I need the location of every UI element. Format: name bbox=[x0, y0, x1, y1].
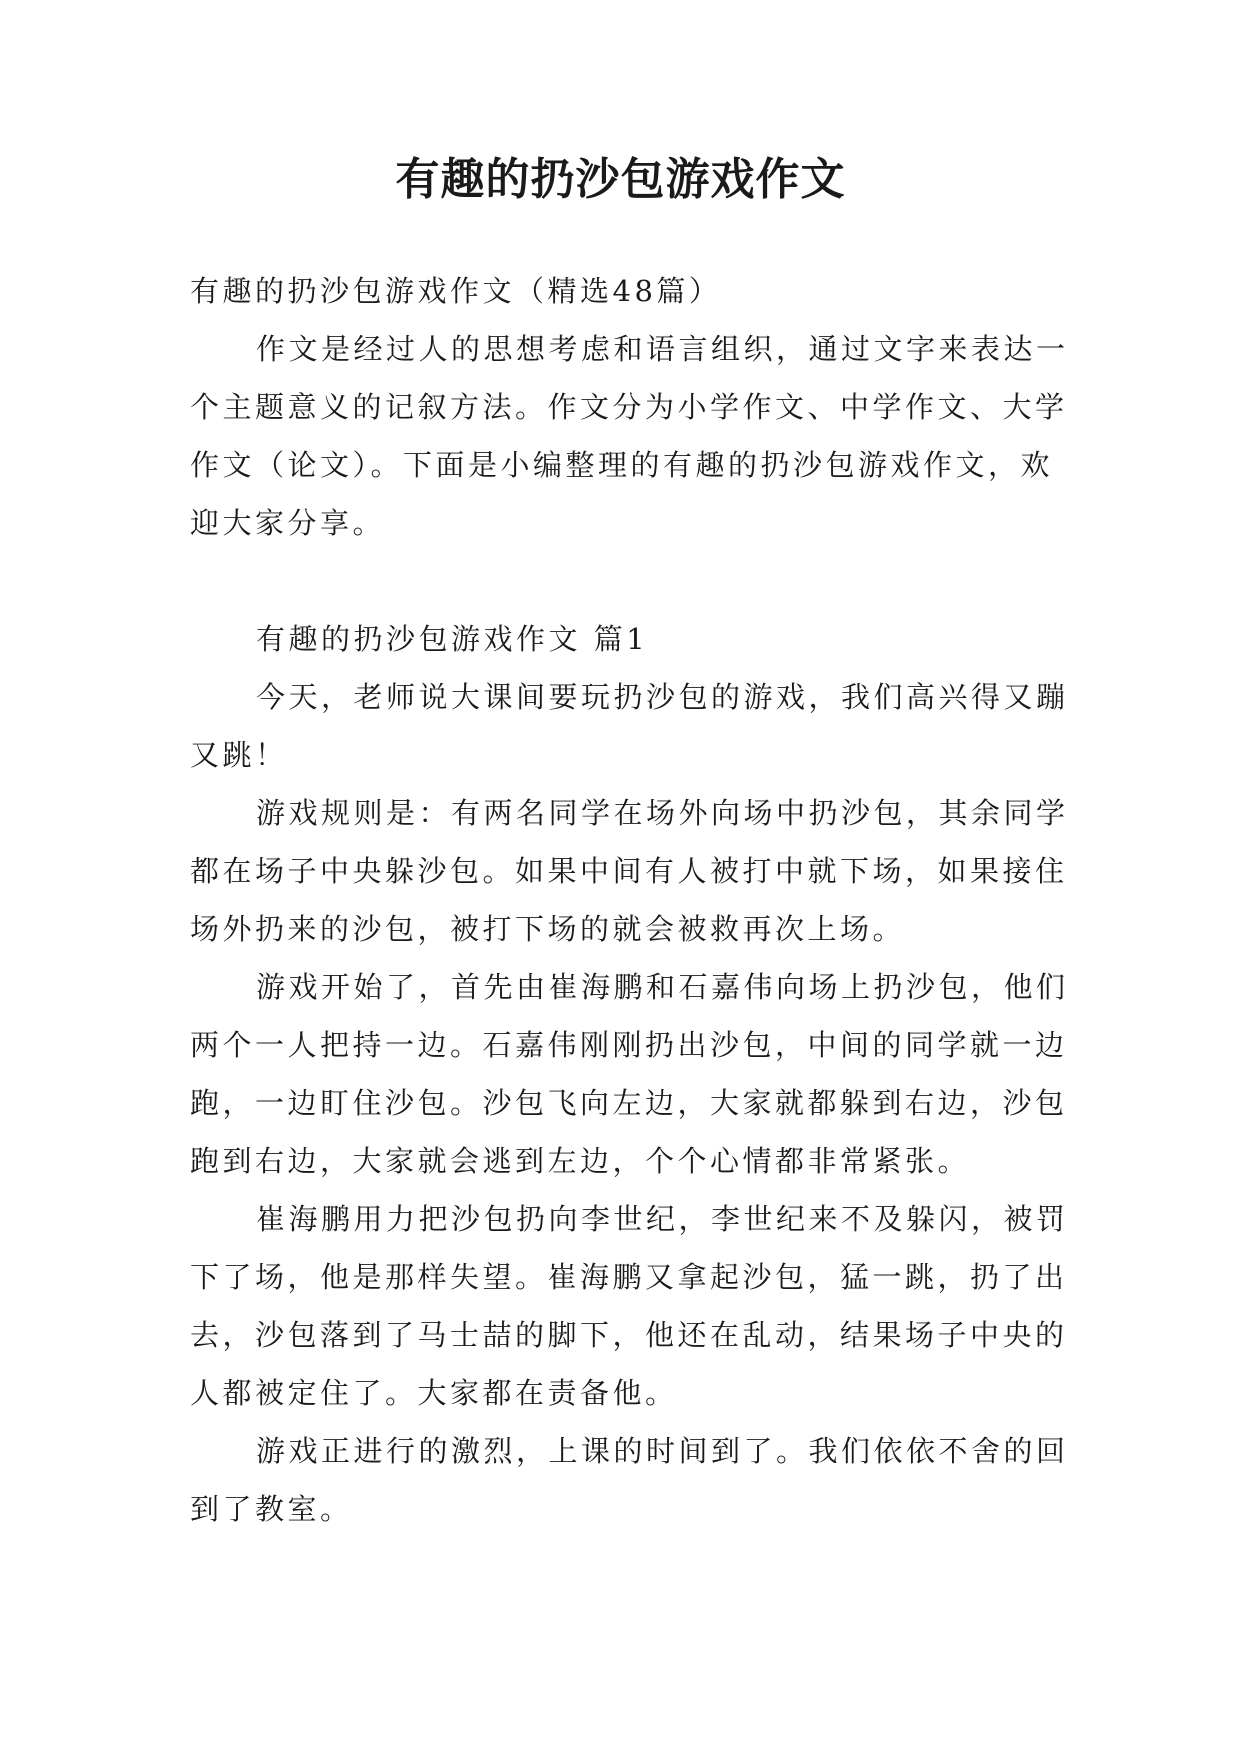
section-heading: 有趣的扔沙包游戏作文 篇1 bbox=[256, 622, 649, 656]
document-title: 有趣的扔沙包游戏作文 bbox=[395, 154, 846, 205]
intro-paragraph: 作文是经过人的思想考虑和语言组织，通过文字来表达一个主题意义的记叙方法。作文分为小学作文、中学作文、大学作文（论文）。下面是小编整理的有趣的扔沙包游戏作文，欢迎大家分享。 bbox=[190, 332, 1069, 540]
section-gap bbox=[190, 552, 1070, 610]
body-paragraph: 游戏正进行的激烈，上课的时间到了。我们依依不舍的回到了教室。 bbox=[190, 1434, 1069, 1526]
document-subtitle: 有趣的扔沙包游戏作文（精选48篇） bbox=[190, 274, 722, 308]
body-paragraph: 今天，老师说大课间要玩扔沙包的游戏，我们高兴得又蹦又跳！ bbox=[190, 680, 1069, 772]
body-paragraph: 游戏开始了，首先由崔海鹏和石嘉伟向场上扔沙包，他们两个一人把持一边。石嘉伟刚刚扔出沙包，中间的同学就一边跑，一边盯住沙包。沙包飞向左边，大家就都躲到右边，沙包跑到右边，大家就会逃到左边，个个心情都非常紧张。 bbox=[190, 970, 1069, 1178]
document-body bbox=[190, 262, 1070, 1538]
body-paragraph: 崔海鹏用力把沙包扔向李世纪，李世纪来不及躲闪，被罚下了场，他是那样失望。崔海鹏又拿起沙包，猛一跳，扔了出去，沙包落到了马士喆的脚下，他还在乱动，结果场子中央的人都被定住了。大家都在责备他。 bbox=[190, 1202, 1069, 1410]
body-paragraph: 游戏规则是：有两名同学在场外向场中扔沙包，其余同学都在场子中央躲沙包。如果中间有人被打中就下场，如果接住场外扔来的沙包，被打下场的就会被救再次上场。 bbox=[190, 796, 1069, 946]
